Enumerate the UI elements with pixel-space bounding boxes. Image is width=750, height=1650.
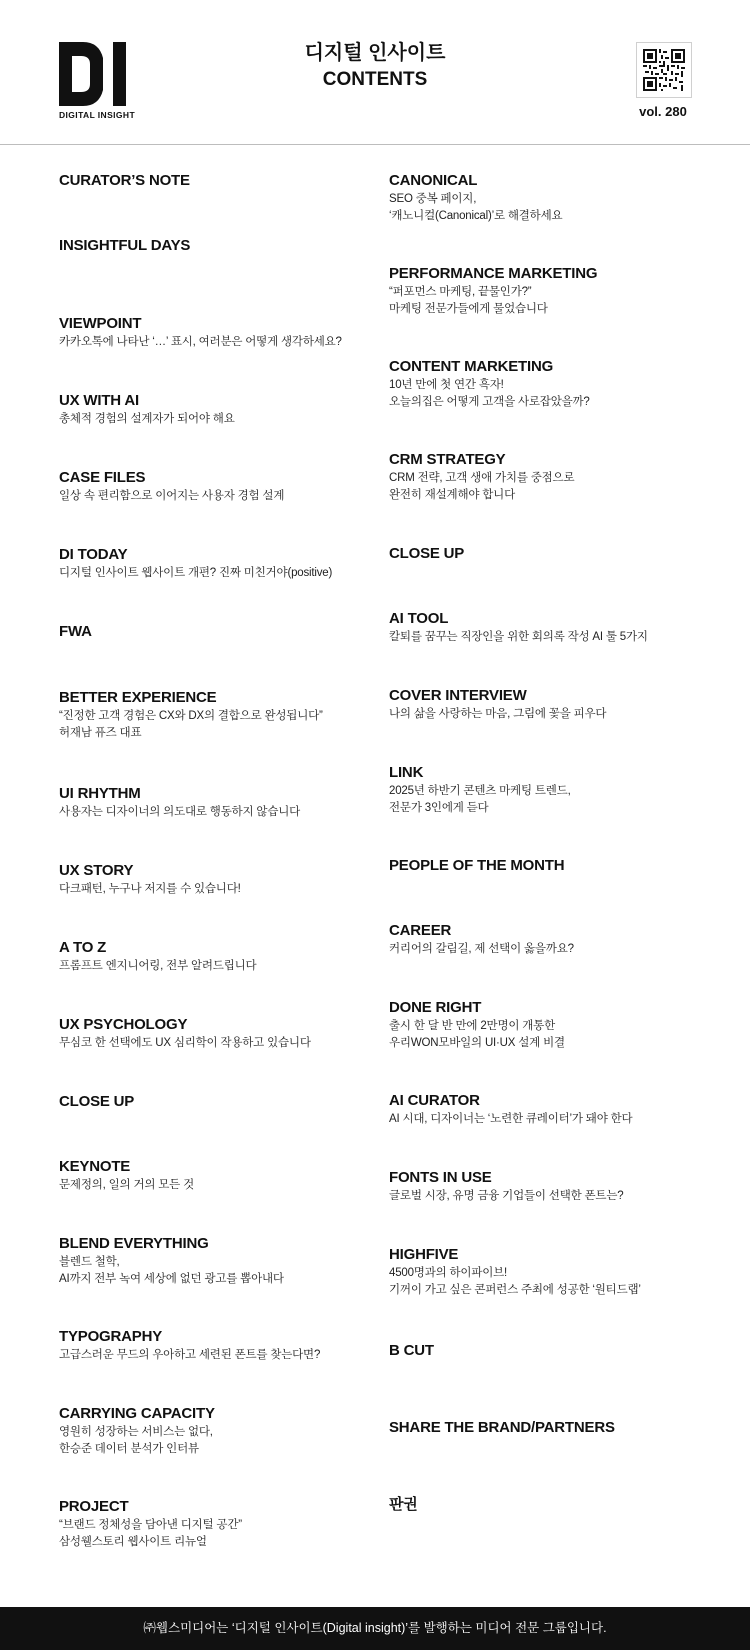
toc-item-description: “브랜드 정체성을 담아낸 디지털 공간” 삼성웰스토리 웹사이트 리뉴얼 <box>59 1519 242 1548</box>
title-korean: 디지털 인사이트 <box>304 42 446 64</box>
toc-item-title: UX PSYCHOLOGY <box>59 1016 188 1033</box>
toc-item[interactable] <box>389 1246 719 1299</box>
toc-item-description: 고급스러운 무드의 우아하고 세련된 폰트를 찾는다면? <box>59 1349 321 1361</box>
toc-item[interactable] <box>59 237 389 255</box>
toc-item-title: INSIGHTFUL DAYS <box>59 237 191 254</box>
toc-item-description: 출시 한 달 반 만에 2만명이 개통한 우리WON모바일의 UI·UX 설계 비결 <box>389 1020 565 1049</box>
toc-item-description: 무심코 한 선택에도 UX 심리학이 작용하고 있습니다 <box>59 1037 311 1049</box>
toc-item-title: FWA <box>59 623 92 640</box>
toc-item[interactable] <box>59 315 389 351</box>
toc-item-title: AI CURATOR <box>389 1092 480 1109</box>
toc-item[interactable] <box>59 689 389 742</box>
toc-item[interactable] <box>389 545 719 563</box>
toc-item[interactable] <box>59 1093 389 1111</box>
toc-item[interactable] <box>389 1342 719 1360</box>
toc-item-title: COVER INTERVIEW <box>389 687 527 704</box>
toc-item[interactable] <box>389 1169 719 1205</box>
toc-item[interactable] <box>389 1496 719 1514</box>
toc-item[interactable] <box>59 623 389 641</box>
toc-item-description: “진정한 고객 경험은 CX와 DX의 결합으로 완성됩니다” 허재남 퓨즈 대표 <box>59 710 323 739</box>
toc-item-title: HIGHFIVE <box>389 1246 459 1263</box>
toc-item-title: CLOSE UP <box>59 1093 135 1110</box>
footer-text: ㈜웹스미디어는 ‘디지털 인사이트(Digital insight)’를 발행하는 미디어 전문 그룹입니다. <box>143 1621 607 1635</box>
toc-item-title: AI TOOL <box>389 610 449 627</box>
toc-item-description: 다크패턴, 누구나 저지를 수 있습니다! <box>59 883 241 895</box>
toc-item[interactable] <box>389 999 719 1052</box>
toc-item-title: CAREER <box>389 922 452 939</box>
toc-item-description: 문제정의, 일의 거의 모든 것 <box>59 1179 194 1191</box>
toc-item-description: 2025년 하반기 콘텐츠 마케팅 트렌드, 전문가 3인에게 듣다 <box>389 785 571 814</box>
toc-item[interactable] <box>59 469 389 505</box>
toc-item-title: UI RHYTHM <box>59 785 141 802</box>
toc-item-title: 판권 <box>389 1496 418 1513</box>
toc-item-title: LINK <box>389 764 424 781</box>
toc-item[interactable] <box>59 546 389 582</box>
toc-item-title: TYPOGRAPHY <box>59 1328 163 1345</box>
qr-code[interactable] <box>636 42 692 98</box>
toc-item-title: CANONICAL <box>389 172 478 189</box>
toc-item-title: BLEND EVERYTHING <box>59 1235 209 1252</box>
toc-item-description: 총체적 경험의 설계자가 되어야 해요 <box>59 413 235 425</box>
toc-item-description: 10년 만에 첫 연간 흑자! 오늘의집은 어떻게 고객을 사로잡았을까? <box>389 379 590 408</box>
header <box>0 0 750 145</box>
toc-item[interactable] <box>59 392 389 428</box>
toc-item[interactable] <box>389 265 719 318</box>
toc-item-title: B CUT <box>389 1342 434 1359</box>
toc-item-description: AI 시대, 디자이너는 ‘노련한 큐레이터’가 돼야 한다 <box>389 1113 633 1125</box>
toc-item[interactable] <box>389 857 719 875</box>
toc-item-title: DI TODAY <box>59 546 128 563</box>
toc-item[interactable] <box>59 1405 389 1458</box>
toc-item-description: 디지털 인사이트 웹사이트 개편? 진짜 미친거야(positive) <box>59 567 333 579</box>
toc-item[interactable] <box>389 172 719 225</box>
toc-item-description: 칼퇴를 꿈꾸는 직장인을 위한 회의록 작성 AI 툴 5가지 <box>389 631 648 643</box>
toc-item[interactable] <box>389 610 719 646</box>
toc-item-title: VIEWPOINT <box>59 315 142 332</box>
toc-item-title: CURATOR’S NOTE <box>59 172 190 189</box>
toc-item[interactable] <box>59 1016 389 1052</box>
footer <box>0 1607 750 1650</box>
toc-item-description: 영원히 성장하는 서비스는 없다, 한승준 데이터 분석가 인터뷰 <box>59 1426 213 1455</box>
toc-item-description: 4500명과의 하이파이브! 기꺼이 가고 싶은 콘퍼런스 주최에 성공한 ‘원티드랩’ <box>389 1267 641 1296</box>
toc-item-description: 사용자는 디자이너의 의도대로 행동하지 않습니다 <box>59 806 301 818</box>
toc-item-title: CRM STRATEGY <box>389 451 506 468</box>
toc-item[interactable] <box>59 1498 389 1551</box>
toc-item[interactable] <box>389 687 719 723</box>
toc-item-title: CLOSE UP <box>389 545 465 562</box>
toc-item[interactable] <box>59 172 389 190</box>
toc-item[interactable] <box>59 1235 389 1288</box>
volume-number: vol. 280 <box>639 104 687 119</box>
toc-item-title: BETTER EXPERIENCE <box>59 689 217 706</box>
toc-item[interactable] <box>59 1328 389 1364</box>
toc-item-description: 일상 속 편리함으로 이어지는 사용자 경험 설계 <box>59 490 285 502</box>
toc-item-description: SEO 중복 페이지, ‘캐노니컬(Canonical)’로 해결하세요 <box>389 193 563 222</box>
toc-item-title: A TO Z <box>59 939 107 956</box>
toc-item-description: “퍼포먼스 마케팅, 끝물인가?” 마케팅 전문가들에게 물었습니다 <box>389 286 548 315</box>
toc-item-title: CARRYING CAPACITY <box>59 1405 215 1422</box>
toc-item-title: DONE RIGHT <box>389 999 482 1016</box>
toc-item-description: 블렌드 철학, AI까지 전부 녹여 세상에 없던 광고를 뽑아내다 <box>59 1256 284 1285</box>
toc-item-title: PEOPLE OF THE MONTH <box>389 857 565 874</box>
title-contents: CONTENTS <box>322 69 428 90</box>
toc-item-description: 카카오톡에 나타난 ‘…’ 표시, 여러분은 어떻게 생각하세요? <box>59 336 342 348</box>
toc-item[interactable] <box>59 785 389 821</box>
toc-item-description: 글로벌 시장, 유명 금융 기업들이 선택한 폰트는? <box>389 1190 624 1202</box>
toc-item-description: CRM 전략, 고객 생애 가치를 중점으로 완전히 재설계해야 합니다 <box>389 472 575 501</box>
toc-item-description: 프롬프트 엔지니어링, 전부 알려드립니다 <box>59 960 257 972</box>
toc-item-description: 나의 삶을 사랑하는 마음, 그림에 꽃을 피우다 <box>389 708 607 720</box>
toc-item-description: 커리어의 갈림길, 제 선택이 옳을까요? <box>389 943 574 955</box>
toc-item-title: PROJECT <box>59 1498 129 1515</box>
toc-item[interactable] <box>59 862 389 898</box>
qr-code-icon <box>643 49 685 91</box>
toc-item[interactable] <box>389 922 719 958</box>
toc-item-title: UX WITH AI <box>59 392 139 409</box>
logo-text: DIGITAL INSIGHT <box>59 110 136 120</box>
toc-item[interactable] <box>389 764 719 817</box>
toc-item-title: CASE FILES <box>59 469 146 486</box>
toc-item[interactable] <box>389 1419 719 1437</box>
toc-item-title: CONTENT MARKETING <box>389 358 554 375</box>
toc-item[interactable] <box>59 939 389 975</box>
toc-item[interactable] <box>59 1158 389 1194</box>
toc-item[interactable] <box>389 1092 719 1128</box>
toc-item-title: UX STORY <box>59 862 134 879</box>
toc-item[interactable] <box>389 451 719 504</box>
toc-item-title: FONTS IN USE <box>389 1169 492 1186</box>
toc-item[interactable] <box>389 358 719 411</box>
toc-item-title: KEYNOTE <box>59 1158 131 1175</box>
toc-item-title: SHARE THE BRAND/PARTNERS <box>389 1419 615 1436</box>
toc-item-title: PERFORMANCE MARKETING <box>389 265 598 282</box>
